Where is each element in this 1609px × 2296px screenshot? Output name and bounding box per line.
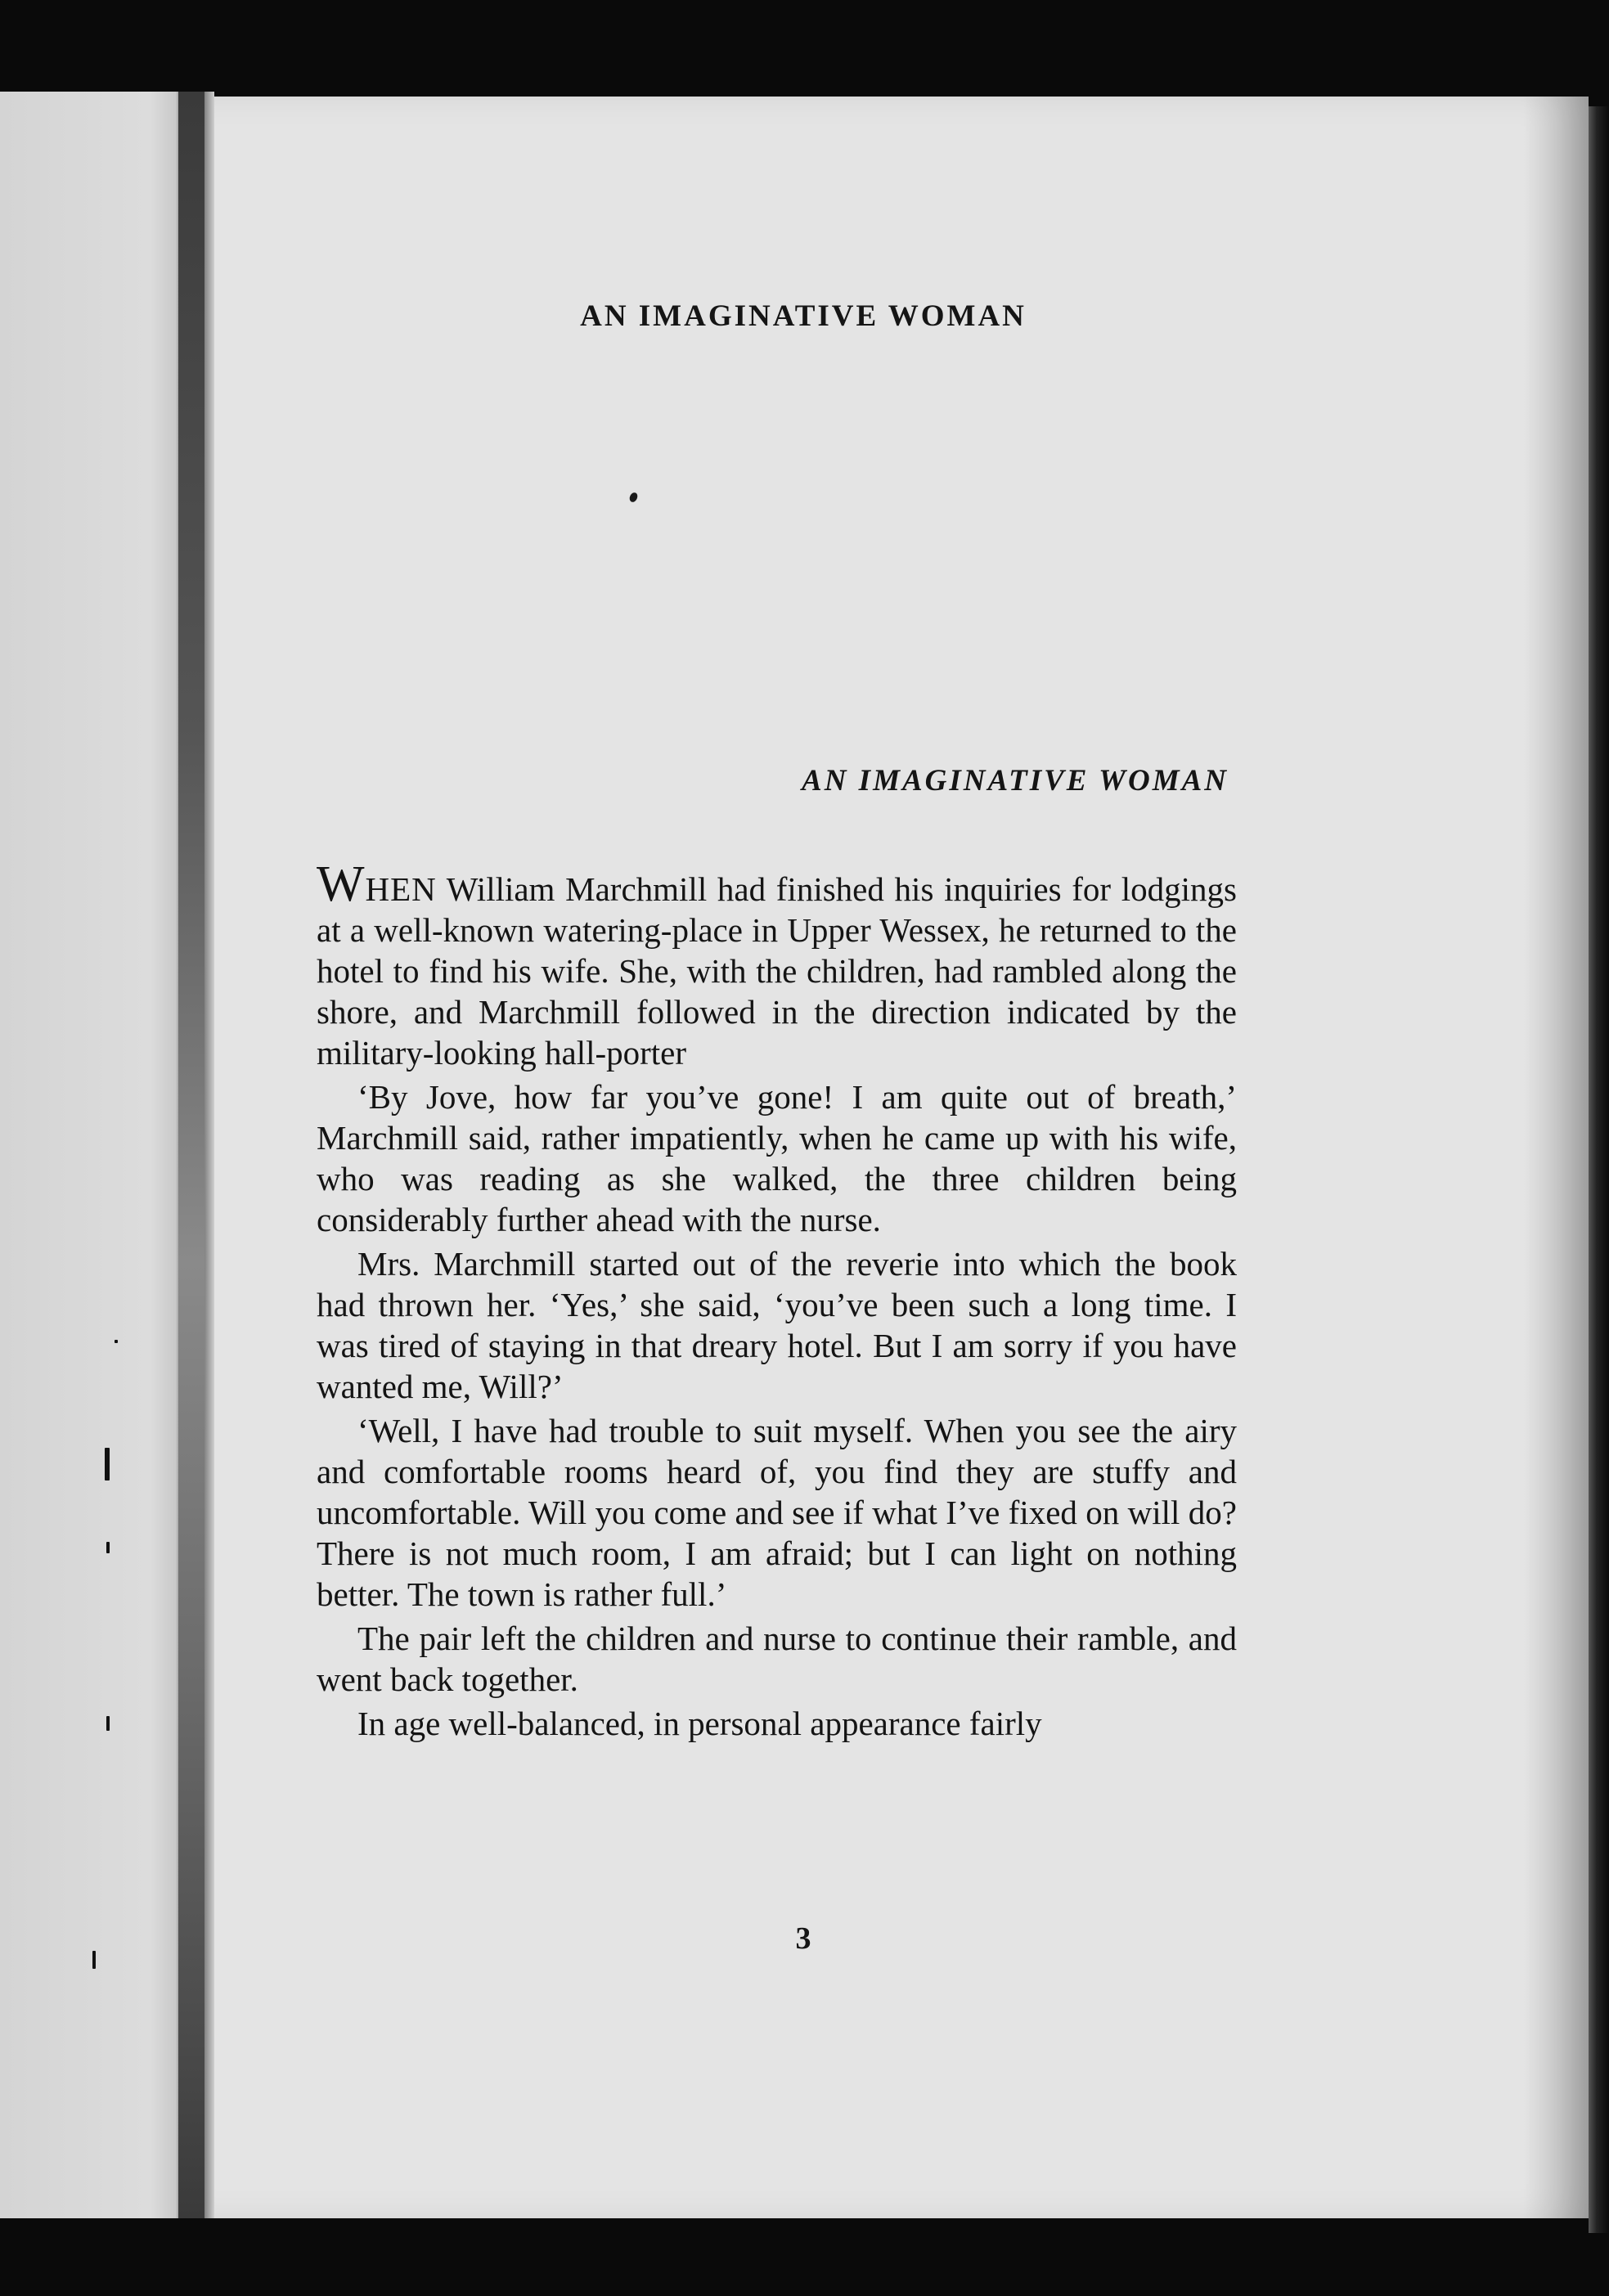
paragraph [317, 856, 1237, 1073]
ink-speck [106, 1542, 110, 1553]
ink-speck [105, 1448, 110, 1480]
paragraph-text: William Marchmill had finished his inquiries for lodgings at a well-known watering-place in Upper Wessex, he returned to the hotel to find his wife. She, with the children, had rambled along the shore, and Marchmill followed in the direction indicated by the military-looking hall-porter [317, 870, 1237, 1072]
paragraph: ‘By Jove, how far you’ve gone! I am quite out of breath,’ Marchmill said, rather impatiently, when he came up with his wife, who was reading as she walked, the three children being considerably further ahead with the nurse. [317, 1078, 1237, 1238]
drop-cap: W [317, 856, 366, 912]
ink-speck [106, 1716, 110, 1731]
paragraph: Mrs. Marchmill started out of the reverie into which the book had thrown her. ‘Yes,’ she said, ‘you’ve been such a long time. I was tired of staying in that dreary hotel. But I am sorry if you have wanted me, Will?’ [317, 1245, 1237, 1405]
lead-in: HEN [365, 870, 437, 908]
page-number: 3 [795, 1921, 811, 1956]
ink-speck [628, 492, 639, 504]
paragraph: ‘Well, I have had trouble to suit myself. When you see the airy and comfortable rooms heard of, you find they are stuffy and uncomfortable. Will you come and see if what I’ve fixed on will do? There is not much room, I am afraid; but I can light on nothing better. The town is rather full.’ [317, 1412, 1237, 1613]
book-page [214, 97, 1589, 2218]
ink-speck [115, 1340, 118, 1343]
running-head: AN IMAGINATIVE WOMAN [580, 299, 1027, 333]
ink-speck [92, 1951, 96, 1969]
book-spine-shadow [178, 92, 204, 2218]
chapter-title: AN IMAGINATIVE WOMAN [802, 764, 1229, 798]
body-text [317, 856, 1237, 1747]
paragraph: The pair left the children and nurse to continue their ramble, and went back together. [317, 1620, 1237, 1698]
paragraph: In age well-balanced, in personal appearance fairly [357, 1705, 1042, 1742]
right-page-edge [1589, 106, 1609, 2233]
page-shading [1523, 97, 1589, 2218]
